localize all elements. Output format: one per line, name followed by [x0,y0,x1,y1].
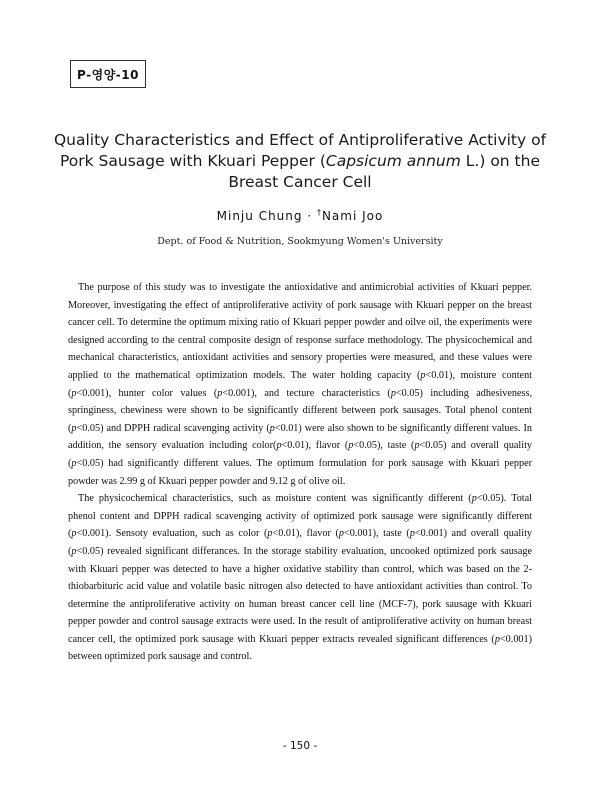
title-species-italic: Capsicum annum [325,152,461,170]
title-line-2 [40,151,560,172]
title-line-2-pre: Pork Sausage with Kkuari Pepper ( [59,152,326,170]
paper-title [40,130,560,193]
corresponding-mark: † [316,208,322,217]
title-line-1: Quality Characteristics and Effect of Antiproliferative Activity of [53,131,547,149]
author-2: Nami Joo [321,209,384,223]
title-line-2-post: L.) on the [460,152,540,170]
author-separator: · [302,209,317,223]
abstract-paragraph-2: The physicochemical characteristics, such as moisture content was significantly different (p<0.05). Total phenol content and DPPH radical scavenging activity of optimized pork sausage were significantly different (p<0.001). Sensoty evaluation, such as color (p<0.01), flavor (p<0.001), taste (p<0.001) and overall quality (p<0.05) revealed significant differances. In the storage stability evaluation, uncooked optimized pork sausage with Kkuari pepper was detected to have a higher oxidative stability than control, which was based on the 2-thiobarbituric acid value and volatile basic nitrogen also detected to have antioxidant activities than control. To determine the antiproliferative activity on human breast cancer cell line (MCF-7), pork sausage with Kkuari pepper powder and control sausage extracts were used. In the result of antiproliferative activity on human breast cancer cell, the optimized pork sausage with Kkuari pepper extracts revealed significant differences (p<0.001) between optimized pork sausage and control. [68,493,533,663]
abstract-paragraph-1: The purpose of this study was to investigate the antioxidative and antimicrobial activities of Kkuari pepper. Moreover, investigating the effect of antiproliferative activity of pork sausage with Kkuari pepper on the breast cancer cell. To determine the optimum mixing ratio of Kkuari pepper powder and oilve oil, the experiments were designed according to the central composite design of response surface methodology. The physicochemical and mechanical characteristics, antioxidant activities and sensory properties were measured, and these values were applied to the mathematical optimization models. The water holding capacity (p<0.01), moisture content (p<0.001), hunter color values (p<0.001), and tecture characteristics (p<0.05) including adhesiveness, springiness, chewiness were shown to be significantly different between pork sausages. Total phenol content (p<0.05) and DPPH radical scavenging activity (p<0.01) were also shown to be significantly different values. In addition, the sensory evaluation including color(p<0.01), flavor (p<0.05), taste (p<0.05) and overall quality (p<0.05) had significantly different values. The optimum formulation for pork sausage with Kkuari pepper powder was 2.99 g of Kkuari pepper powder and 9.12 g of olive oil. [68,282,533,487]
author-1: Minju Chung [216,209,303,223]
session-code-box [70,60,146,88]
session-code: P-영양-10 [77,67,139,82]
affiliation: Dept. of Food & Nutrition, Sookmyung Women's University [157,236,443,247]
authors [0,208,600,223]
page-number: - 150 - [282,740,318,752]
title-line-3: Breast Cancer Cell [228,173,372,191]
abstract [68,279,532,666]
